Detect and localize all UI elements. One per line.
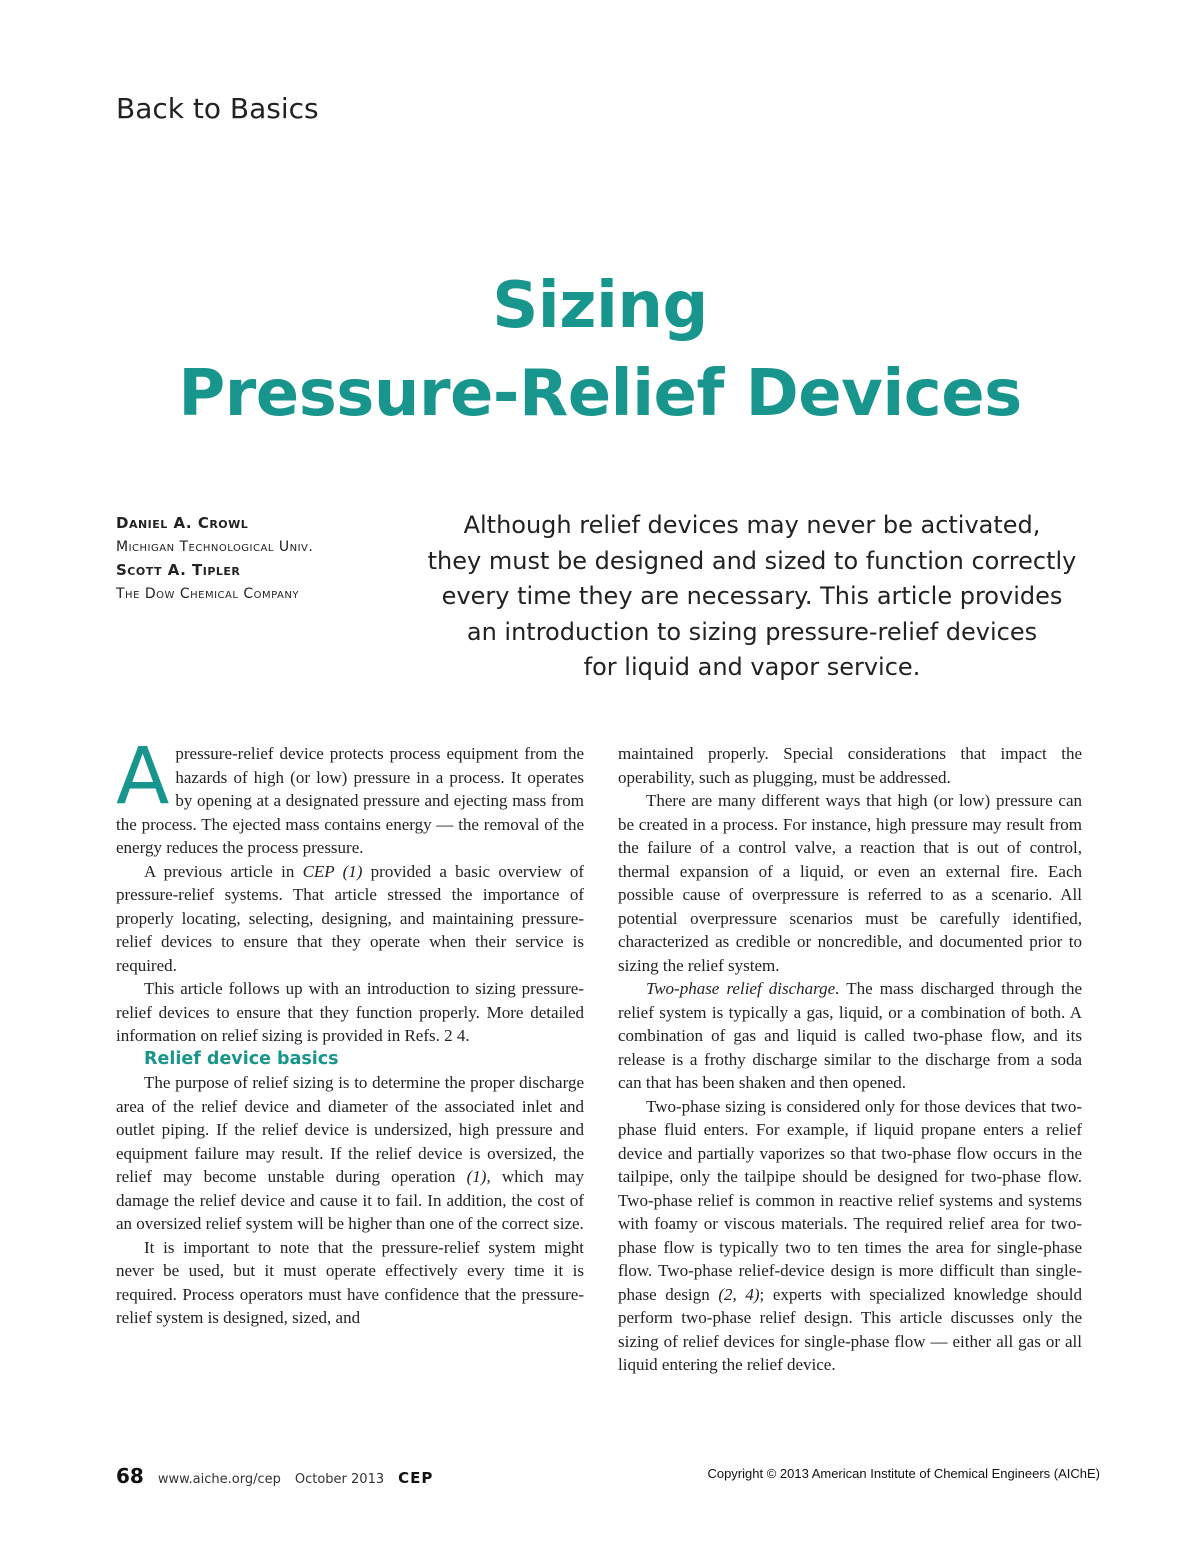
paragraph: This article follows up with an introduction to sizing pressure-relief devices to ensure that they function properly. More detailed information on relief sizing is provided in Refs. 2 4.: [116, 979, 584, 1045]
citation: CEP (1): [302, 861, 363, 881]
author-block: [116, 512, 313, 606]
journal-logo: CEP: [398, 1469, 434, 1487]
abstract-line: they must be designed and sized to function correctly: [427, 546, 1077, 575]
title-line-2: Pressure-Relief Devices: [178, 357, 1022, 431]
copyright-notice: Copyright © 2013 American Institute of Chemical Engineers (AIChE): [707, 1466, 1100, 1481]
paragraph: It is important to note that the pressure-relief system might never be used, but it must operate effectively every time it is required. Process operators must have confidence that the pressure-relief system is designed, sized, and: [116, 1237, 584, 1327]
paragraph: maintained properly. Special considerations that impact the operability, such as plugging, must be addressed.: [618, 744, 1082, 787]
citation: (2, 4): [718, 1284, 760, 1304]
section-label: Back to Basics: [116, 92, 319, 125]
body-column-right: [618, 742, 1082, 1377]
author-affiliation: The Dow Chemical Company: [116, 585, 299, 602]
paragraph: A previous article in CEP (1) provided a basic overview of pressure-relief systems. That article stressed the importance of properly locating, selecting, designing, and maintaining pressure-relief devices to ensure that they operate when their service is required.: [116, 861, 584, 975]
paragraph: The purpose of relief sizing is to determine the proper discharge area of the relief device and diameter of the associated inlet and outlet piping. If the relief device is undersized, high pressure and equipment failure may result. If the relief device is oversized, the relief may become unstable during operation (1), which may damage the relief device and cause it to fail. In addition, the cost of an oversized relief system will be higher than one of the correct size.: [116, 1073, 584, 1233]
journal-url: www.aiche.org/cep: [157, 1472, 281, 1487]
abstract-line: for liquid and vapor service.: [583, 653, 921, 681]
issue-date: October 2013: [294, 1472, 385, 1487]
abstract-line: every time they are necessary. This article provides: [441, 582, 1063, 610]
page-number: 68: [116, 1464, 144, 1488]
abstract: [404, 508, 1100, 686]
paragraph: Two-phase relief discharge. The mass discharged through the relief system is typically a gas, liquid, or a combination of both. A combination of gas and liquid is called two-phase flow, and its release is a frothy discharge similar to the discharge from a soda can that has been shaken and then opened.: [618, 979, 1083, 1092]
section-heading: Relief device basics: [144, 1048, 339, 1069]
author-name: Daniel A. Crowl: [116, 514, 249, 532]
run-in-heading: Two-phase relief discharge.: [646, 979, 840, 998]
article-title: [0, 262, 1200, 438]
author-name: Scott A. Tipler: [116, 561, 241, 579]
abstract-line: an introduction to sizing pressure-relief devices: [466, 617, 1038, 646]
abstract-line: Although relief devices may never be activated,: [463, 511, 1041, 539]
paragraph: There are many different ways that high (or low) pressure can be created in a process. For instance, high pressure may result from the failure of a control valve, a reaction that is out of control, thermal expansion of a liquid, or even an external fire. Each possible cause of overpressure is referred to as a scenario. All potential overpressure scenarios must be carefully identified, characterized as credible or noncredible, and documented prior to sizing the relief system.: [618, 791, 1082, 975]
title-line-1: Sizing: [492, 269, 708, 343]
author-affiliation: Michigan Technological Univ.: [116, 538, 314, 555]
body-column-left: [116, 732, 584, 1330]
citation: (1),: [466, 1167, 491, 1186]
paragraph: Apressure-relief device protects process equipment from the hazards of high (or low) pressure in a process. It operates by opening at a designated pressure and ejecting mass from the process. The ejected mass contains energy — the removal of the energy reduces the process pressure.: [116, 732, 584, 857]
paragraph: Two-phase sizing is considered only for those devices that two-phase fluid enters. For example, if liquid propane enters a relief device and partially vaporizes so that two-phase flow occurs in the tailpipe, only the tailpipe should be designed for two-phase flow. Two-phase relief is common in reactive relief systems and systems with foamy or viscous materials. The required relief area for two-phase flow is typically two to ten times the area for single-phase flow. Two-phase relief-device design is more difficult than single-phase design (2, 4); experts with specialized knowledge should perform two-phase relief design. This article discusses only the sizing of relief devices for single-phase flow — either all gas or all liquid entering the relief device.: [618, 1096, 1083, 1374]
drop-cap: A: [116, 732, 170, 822]
footer-left: [116, 1464, 433, 1488]
